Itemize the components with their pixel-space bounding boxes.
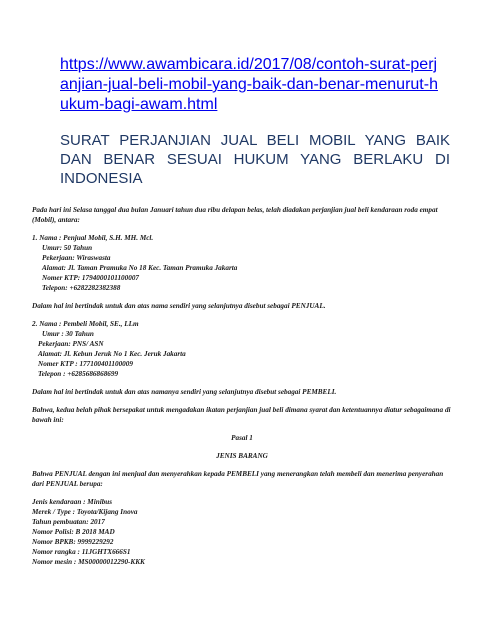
party1-name: 1. Nama : Penjual Mobil, S.H. MH. Mcl. bbox=[32, 234, 154, 242]
party1-phone: Telepon: +6282282382388 bbox=[42, 284, 121, 292]
pasal-heading: Pasal 1 bbox=[231, 434, 253, 442]
party2-name: 2. Nama : Pembeli Mobil, SE., LLm bbox=[32, 320, 139, 328]
vehicle-type: Jenis kendaraan : Minibus bbox=[32, 498, 113, 506]
party2-ktp: Nomer KTP : 177100401100009 bbox=[38, 360, 133, 368]
agreement-paragraph: Bahwa, kedua belah pihak bersepakat untuk mengadakan ikatan perjanjian jual beli dimana syarat dan ketentuannya diatur sebagaimana di bawah ini: bbox=[32, 406, 451, 424]
party2-note: Dalam hal ini bertindak untuk dan atas namanya sendiri yang selanjutnya disebut sebagai PEMBELI. bbox=[32, 388, 337, 396]
source-link[interactable]: https://www.awambicara.id/2017/08/contoh-surat-perjanjian-jual-beli-mobil-yang-baik-dan-benar-menurut-hukum-bagi-awam.html bbox=[60, 56, 438, 113]
document-body bbox=[32, 205, 452, 567]
party1-address: Alamat: Jl. Taman Pramuka No 18 Kec. Taman Pramuka Jakarta bbox=[42, 264, 238, 272]
vehicle-year: Tahun pembuatan: 2017 bbox=[32, 518, 105, 526]
vehicle-brand: Merek / Type : Toyota/Kijang Inova bbox=[32, 508, 138, 516]
pasal-title: JENIS BARANG bbox=[216, 452, 268, 460]
party2-age: Umur : 30 Tahun bbox=[42, 330, 94, 338]
party2-phone: Telepon : +6285686868699 bbox=[38, 370, 119, 378]
vehicle-chassis: Nomor rangka : 11JGHTX666S1 bbox=[32, 548, 131, 556]
party1-note: Dalam hal ini bertindak untuk dan atas nama sendiri yang selanjutnya disebut sebagai PENJUAL. bbox=[32, 302, 326, 310]
party1-ktp: Nomer KTP: 1794000101100007 bbox=[42, 274, 140, 282]
party2-address: Alamat: Jl. Kebun Jeruk No 1 Kec. Jeruk Jakarta bbox=[38, 350, 186, 358]
vehicle-plate: Nomor Polisi: B 2018 MAD bbox=[32, 528, 115, 536]
party1-age: Umur: 50 Tahun bbox=[42, 244, 93, 252]
intro-paragraph: Pada hari ini Selasa tanggal dua bulan Januari tahun dua ribu delapan belas, telah diadakan perjanjian jual beli kendaraan roda empat (Mobil), antara: bbox=[32, 206, 438, 224]
document-title: SURAT PERJANJIAN JUAL BELI MOBIL YANG BAIK DAN BENAR SESUAI HUKUM YANG BERLAKU DI INDONESIA bbox=[60, 132, 450, 187]
vehicle-engine: Nomor mesin : MS00000012290-KKK bbox=[32, 558, 145, 566]
party2-job: Pekerjaan: PNS/ ASN bbox=[38, 340, 104, 348]
party1-job: Pekerjaan: Wiraswasta bbox=[42, 254, 111, 262]
vehicle-bpkb: Nomor BPKB: 9999229292 bbox=[32, 538, 114, 546]
pasal-text: Bahwa PENJUAL dengan ini menjual dan menyerahkan kepada PEMBELI yang menerangkan telah membeli dan menerima penyerahan dari PENJUAL berupa: bbox=[32, 470, 444, 488]
